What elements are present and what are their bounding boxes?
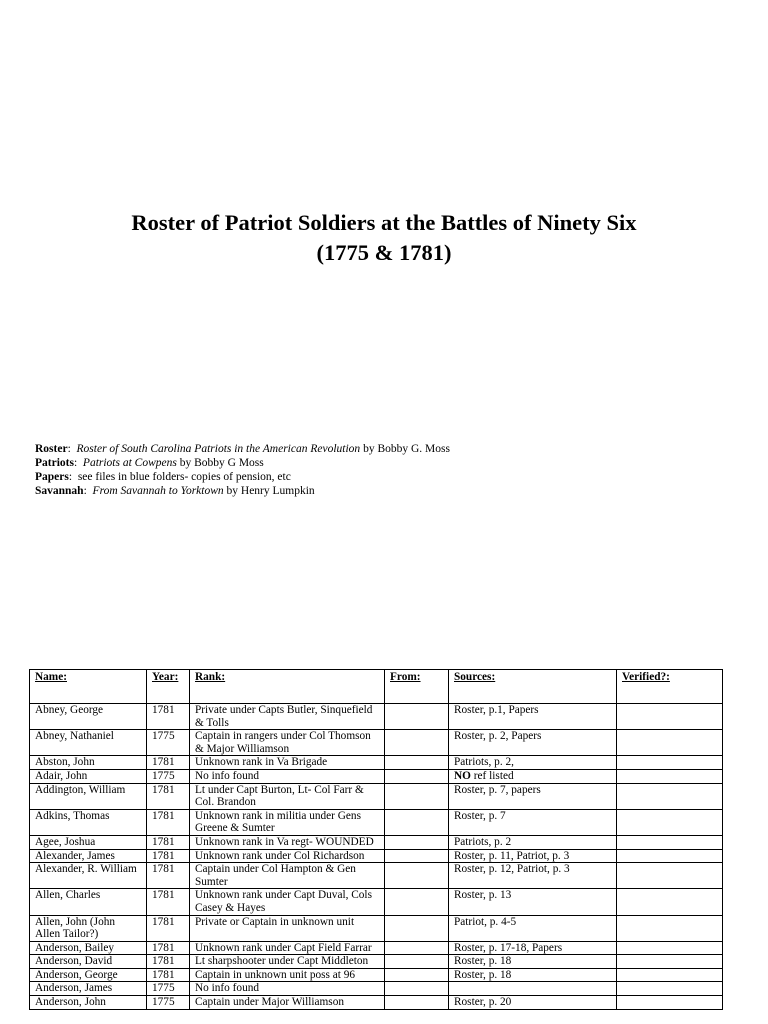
table-row [30,756,723,770]
cell-rank: Unknown rank in Va Brigade [190,756,385,770]
cell-verified [617,982,723,996]
cell-year: 1775 [147,730,190,756]
legend-row-roster: Roster: Roster of South Carolina Patriots in the American Revolution by Bobby G. Moss [35,443,450,455]
cell-from [385,835,449,849]
table-row [30,889,723,915]
cell-sources: Roster, p. 7 [449,809,617,835]
cell-from [385,769,449,783]
legend-rest: by Henry Lumpkin [223,485,315,497]
table-row [30,769,723,783]
cell-rank: Lt under Capt Burton, Lt- Col Farr & Col. Brandon [190,783,385,809]
cell-year: 1775 [147,996,190,1010]
cell-from [385,756,449,770]
cell-name: Allen, John (John Allen Tailor?) [30,915,147,941]
cell-name: Alexander, James [30,849,147,863]
cell-from [385,996,449,1010]
roster-table [29,669,723,1010]
cell-verified [617,863,723,889]
cell-rank: Lt sharpshooter under Capt Middleton [190,955,385,969]
cell-name: Anderson, John [30,996,147,1010]
table-row [30,835,723,849]
cell-verified [617,915,723,941]
table-row [30,783,723,809]
cell-name: Anderson, George [30,968,147,982]
document-title [0,208,768,268]
legend-rest: by Bobby G Moss [176,457,264,469]
cell-sources: Patriots, p. 2 [449,835,617,849]
cell-sources [449,982,617,996]
roster-body [30,704,723,1010]
header-rank: Rank: [190,670,385,704]
cell-rank: Private under Capts Butler, Sinquefield & Tolls [190,704,385,730]
legend-key: Papers [35,471,69,483]
cell-from [385,982,449,996]
cell-verified [617,941,723,955]
cell-sources: Patriots, p. 2, [449,756,617,770]
cell-name: Adkins, Thomas [30,809,147,835]
cell-from [385,849,449,863]
cell-rank: Private or Captain in unknown unit [190,915,385,941]
table-row [30,941,723,955]
cell-name: Adair, John [30,769,147,783]
source-legend [35,442,450,498]
cell-verified [617,996,723,1010]
cell-rank: Unknown rank in Va regt- WOUNDED [190,835,385,849]
cell-verified [617,968,723,982]
cell-verified [617,889,723,915]
cell-from [385,783,449,809]
title-line-2: (1775 & 1781) [316,240,452,265]
legend-row-savannah: Savannah: From Savannah to Yorktown by Henry Lumpkin [35,485,315,497]
cell-from [385,941,449,955]
cell-year: 1781 [147,915,190,941]
cell-sources: Roster, p. 13 [449,889,617,915]
table-row [30,955,723,969]
cell-from [385,915,449,941]
cell-rank: Unknown rank under Col Richardson [190,849,385,863]
cell-name: Abney, George [30,704,147,730]
cell-year: 1781 [147,704,190,730]
cell-sources [449,769,617,783]
legend-rest: by Bobby G. Moss [360,443,450,455]
table-header-row [30,670,723,704]
title-line-1: Roster of Patriot Soldiers at the Battles of Ninety Six [131,210,637,235]
cell-from [385,863,449,889]
cell-rank: Unknown rank under Capt Duval, Cols Casey & Hayes [190,889,385,915]
cell-verified [617,730,723,756]
cell-name: Anderson, David [30,955,147,969]
cell-name: Alexander, R. William [30,863,147,889]
cell-sources: Roster, p. 20 [449,996,617,1010]
cell-sources: Roster, p.1, Papers [449,704,617,730]
table-row [30,968,723,982]
cell-verified [617,783,723,809]
cell-from [385,955,449,969]
cell-name: Abney, Nathaniel [30,730,147,756]
cell-sources: Roster, p. 18 [449,968,617,982]
cell-name: Addington, William [30,783,147,809]
cell-sources: Roster, p. 7, papers [449,783,617,809]
legend-title: Patriots at Cowpens [82,457,177,469]
cell-year: 1781 [147,783,190,809]
cell-rank: Unknown rank under Capt Field Farrar [190,941,385,955]
table-row [30,704,723,730]
cell-sources: Roster, p. 18 [449,955,617,969]
cell-verified [617,955,723,969]
cell-sources: Roster, p. 2, Papers [449,730,617,756]
cell-name: Anderson, James [30,982,147,996]
cell-sources: Roster, p. 17-18, Papers [449,941,617,955]
cell-name: Anderson, Bailey [30,941,147,955]
header-year: Year: [147,670,190,704]
cell-year: 1781 [147,863,190,889]
header-from: From: [385,670,449,704]
cell-year: 1781 [147,955,190,969]
cell-year: 1781 [147,835,190,849]
legend-title: Roster of South Carolina Patriots in the American Revolution [76,443,361,455]
cell-verified [617,769,723,783]
table-row [30,996,723,1010]
legend-key: Roster [35,443,68,455]
cell-rank: Captain under Major Williamson [190,996,385,1010]
cell-year: 1781 [147,889,190,915]
table-row [30,730,723,756]
cell-verified [617,704,723,730]
cell-verified [617,835,723,849]
cell-rank: Unknown rank in militia under Gens Greene & Sumter [190,809,385,835]
sources-emphasis: NO [454,769,471,782]
cell-sources: Roster, p. 11, Patriot, p. 3 [449,849,617,863]
cell-year: 1781 [147,968,190,982]
header-name: Name: [30,670,147,704]
legend-key: Patriots [35,457,74,469]
cell-verified [617,849,723,863]
cell-name: Agee, Joshua [30,835,147,849]
legend-rest: see files in blue folders- copies of pension, etc [77,471,291,483]
cell-from [385,809,449,835]
cell-year: 1781 [147,756,190,770]
header-verified: Verified?: [617,670,723,704]
table-row [30,809,723,835]
legend-row-papers: Papers: see files in blue folders- copies of pension, etc [35,471,291,483]
cell-year: 1775 [147,982,190,996]
cell-from [385,704,449,730]
cell-from [385,968,449,982]
cell-rank: Captain under Col Hampton & Gen Sumter [190,863,385,889]
cell-from [385,730,449,756]
cell-year: 1781 [147,809,190,835]
cell-verified [617,756,723,770]
table-row [30,915,723,941]
cell-from [385,889,449,915]
cell-year: 1781 [147,849,190,863]
table-row [30,863,723,889]
cell-rank: Captain in rangers under Col Thomson & Major Williamson [190,730,385,756]
cell-sources: Patriot, p. 4-5 [449,915,617,941]
cell-year: 1781 [147,941,190,955]
cell-name: Allen, Charles [30,889,147,915]
cell-rank: Captain in unknown unit poss at 96 [190,968,385,982]
legend-title: From Savannah to Yorktown [92,485,224,497]
table-row [30,982,723,996]
cell-verified [617,809,723,835]
cell-rank: No info found [190,982,385,996]
legend-row-patriots: Patriots: Patriots at Cowpens by Bobby G Moss [35,457,264,469]
cell-name: Abston, John [30,756,147,770]
legend-key: Savannah [35,485,84,497]
cell-rank: No info found [190,769,385,783]
header-sources: Sources: [449,670,617,704]
sources-text: ref listed [470,769,514,782]
table-row [30,849,723,863]
cell-year: 1775 [147,769,190,783]
cell-sources: Roster, p. 12, Patriot, p. 3 [449,863,617,889]
